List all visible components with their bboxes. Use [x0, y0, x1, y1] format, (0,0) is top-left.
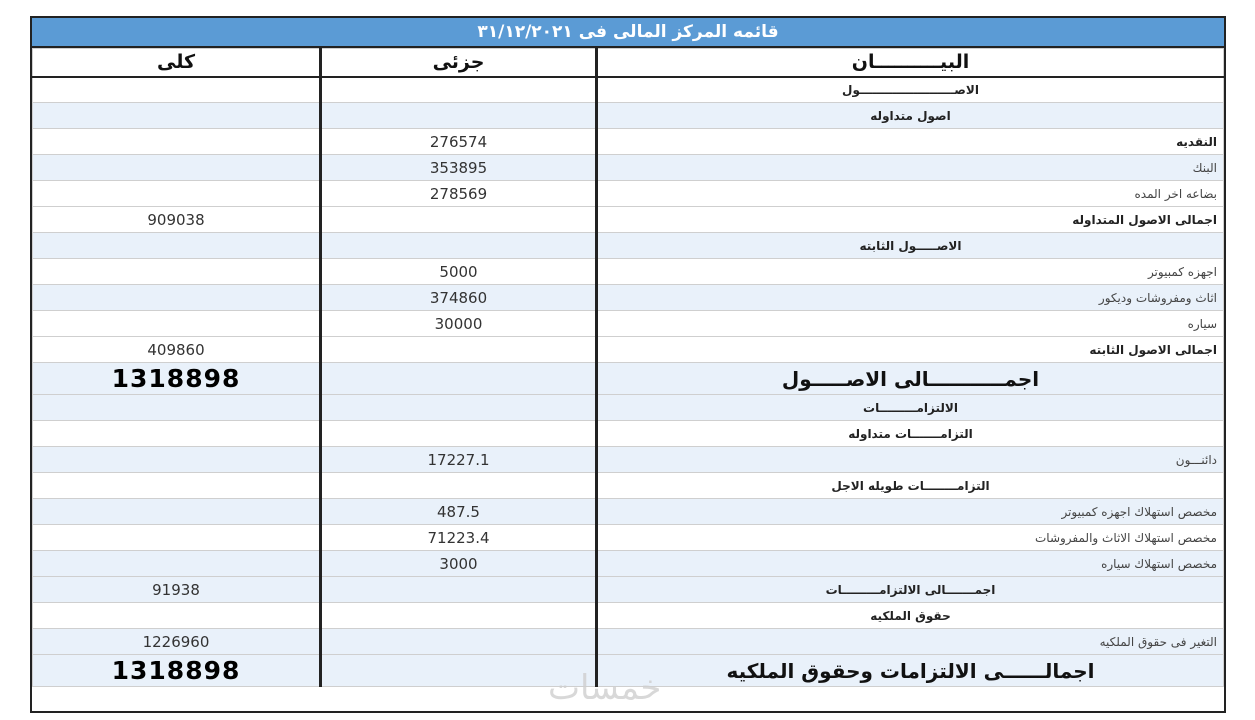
description-cell: اجمالى الاصول المتداوله: [597, 207, 1224, 233]
description-cell: التزامــــــــات طويله الاجل: [597, 473, 1224, 499]
total-cell: [33, 395, 321, 421]
partial-cell: [321, 207, 597, 233]
total-cell: [33, 103, 321, 129]
total-cell: [33, 525, 321, 551]
total-cell: [33, 181, 321, 207]
table-row: [33, 77, 1224, 103]
table-row: [33, 181, 1224, 207]
partial-cell: 3000: [321, 551, 597, 577]
description-cell: اجمـــــــالى الالتزامـــــــــات: [597, 577, 1224, 603]
table-row: [33, 259, 1224, 285]
total-cell: [33, 447, 321, 473]
table-row: [33, 577, 1224, 603]
partial-cell: [321, 473, 597, 499]
total-cell: 91938: [33, 577, 321, 603]
partial-cell: [321, 577, 597, 603]
description-cell: الاصـــــــــــــــــــــــول: [597, 77, 1224, 103]
total-cell: 409860: [33, 337, 321, 363]
sheet-title: قائمه المركز المالى فى ٣١/١٢/٢٠٢١: [32, 18, 1224, 48]
partial-cell: 71223.4: [321, 525, 597, 551]
partial-cell: [321, 421, 597, 447]
description-cell: بضاعه اخر المده: [597, 181, 1224, 207]
total-cell: [33, 421, 321, 447]
partial-cell: [321, 103, 597, 129]
partial-cell: [321, 77, 597, 103]
table-row: [33, 103, 1224, 129]
watermark-logo: خمسات: [548, 668, 662, 708]
table-row: [33, 129, 1224, 155]
table-row: [33, 473, 1224, 499]
description-cell: اجمـــــــــــالى الاصـــــول: [597, 363, 1224, 395]
partial-cell: 5000: [321, 259, 597, 285]
total-cell: [33, 259, 321, 285]
partial-cell: 17227.1: [321, 447, 597, 473]
balance-sheet: [30, 16, 1226, 713]
total-cell: [33, 155, 321, 181]
description-cell: الالتزامـــــــــات: [597, 395, 1224, 421]
total-cell: [33, 233, 321, 259]
table-row: [33, 395, 1224, 421]
balance-table: [32, 48, 1224, 687]
table-row: [33, 499, 1224, 525]
table-row: [33, 233, 1224, 259]
partial-cell: [321, 363, 597, 395]
total-cell: [33, 311, 321, 337]
total-cell: 909038: [33, 207, 321, 233]
partial-cell: [321, 233, 597, 259]
table-row: [33, 207, 1224, 233]
description-cell: حقوق الملكيه: [597, 603, 1224, 629]
description-cell: اجمالــــــى الالتزامات وحقوق الملكيه: [597, 655, 1224, 687]
partial-cell: 276574: [321, 129, 597, 155]
description-cell: مخصص استهلاك الاثاث والمفروشات: [597, 525, 1224, 551]
partial-cell: [321, 629, 597, 655]
table-row: [33, 603, 1224, 629]
description-cell: اثاث ومفروشات وديكور: [597, 285, 1224, 311]
table-row: [33, 525, 1224, 551]
table-row: [33, 551, 1224, 577]
table-row: [33, 155, 1224, 181]
total-cell: [33, 499, 321, 525]
header-partial: جزئى: [321, 49, 597, 77]
table-row: [33, 337, 1224, 363]
partial-cell: [321, 603, 597, 629]
total-cell: 1318898: [33, 655, 321, 687]
description-cell: دائنـــون: [597, 447, 1224, 473]
total-cell: 1318898: [33, 363, 321, 395]
total-cell: 1226960: [33, 629, 321, 655]
header-row: [33, 49, 1224, 77]
description-cell: اجمالى الاصول الثابته: [597, 337, 1224, 363]
total-cell: [33, 129, 321, 155]
total-cell: [33, 473, 321, 499]
partial-cell: 353895: [321, 155, 597, 181]
description-cell: التزامـــــــات متداوله: [597, 421, 1224, 447]
total-cell: [33, 285, 321, 311]
table-row: [33, 285, 1224, 311]
description-cell: مخصص استهلاك اجهزه كمبيوتر: [597, 499, 1224, 525]
partial-cell: 487.5: [321, 499, 597, 525]
total-cell: [33, 603, 321, 629]
partial-cell: 278569: [321, 181, 597, 207]
total-cell: [33, 77, 321, 103]
description-cell: النقديه: [597, 129, 1224, 155]
header-description: البيــــــــــان: [597, 49, 1224, 77]
partial-cell: [321, 337, 597, 363]
description-cell: سياره: [597, 311, 1224, 337]
description-cell: الاصـــــول الثابته: [597, 233, 1224, 259]
table-row: [33, 311, 1224, 337]
partial-cell: 374860: [321, 285, 597, 311]
description-cell: البنك: [597, 155, 1224, 181]
partial-cell: [321, 655, 597, 687]
header-total: كلى: [33, 49, 321, 77]
total-cell: [33, 551, 321, 577]
partial-cell: [321, 395, 597, 421]
description-cell: اصول متداوله: [597, 103, 1224, 129]
table-row: [33, 629, 1224, 655]
table-row: [33, 447, 1224, 473]
table-row: [33, 655, 1224, 687]
table-row: [33, 363, 1224, 395]
partial-cell: 30000: [321, 311, 597, 337]
description-cell: مخصص استهلاك سياره: [597, 551, 1224, 577]
description-cell: التغير فى حقوق الملكيه: [597, 629, 1224, 655]
table-row: [33, 421, 1224, 447]
description-cell: اجهزه كمبيوتر: [597, 259, 1224, 285]
